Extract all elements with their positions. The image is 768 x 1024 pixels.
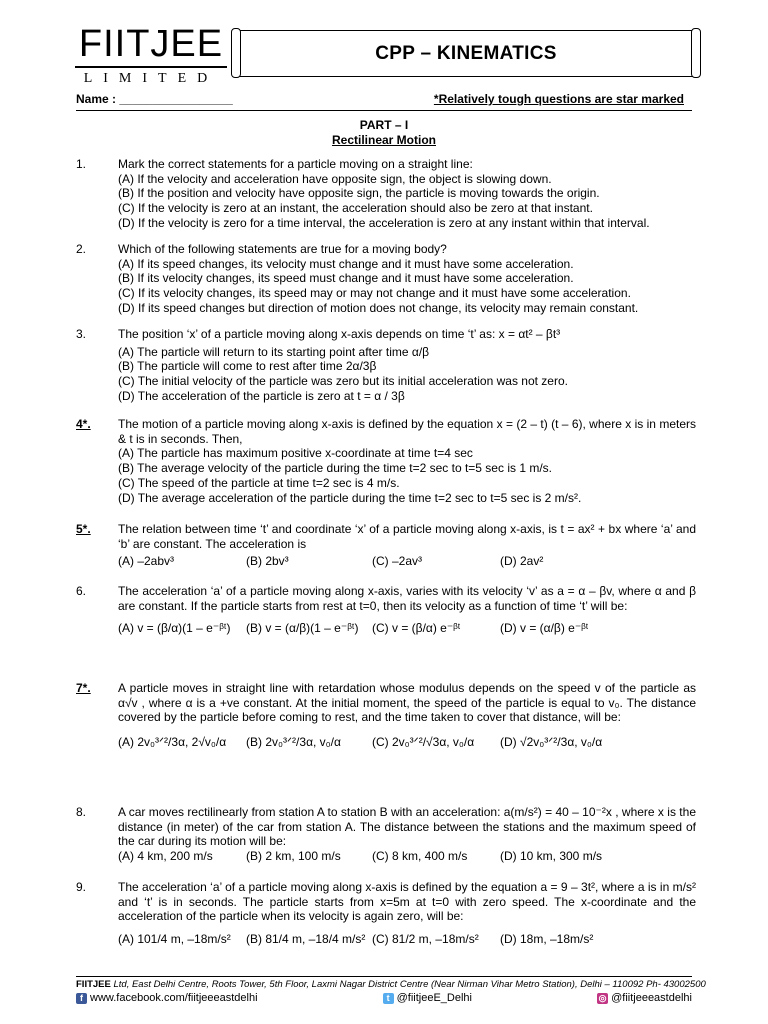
twitter-icon: t bbox=[383, 993, 394, 1004]
option-a: (A) –2abv³ bbox=[118, 554, 175, 569]
option-c: (C) 2v₀³ᐟ²/√3α, v₀/α bbox=[372, 735, 475, 750]
question-5 bbox=[76, 522, 696, 569]
footer-rule bbox=[76, 976, 692, 977]
question-text: The motion of a particle moving along x-axis is defined by the equation x = (2 – t) (t – 6), where x is in meters & t is in seconds. Then, bbox=[118, 417, 696, 446]
option-c: (C) The initial velocity of the particle was zero but its initial acceleration was not zero. bbox=[118, 374, 568, 389]
option-a: (A) 101/4 m, –18m/s² bbox=[118, 932, 231, 947]
option-c: (C) If the velocity is zero at an instant, the acceleration should also be zero at that instant. bbox=[118, 201, 593, 216]
question-6 bbox=[76, 584, 696, 636]
page-title: CPP – KINEMATICS bbox=[375, 42, 557, 64]
part-label: PART – I bbox=[359, 118, 409, 132]
option-b: (B) The particle will come to rest after time 2α/3β bbox=[118, 359, 377, 374]
option-b: (B) 81/4 m, –18/4 m/s² bbox=[246, 932, 366, 947]
page-footer bbox=[76, 976, 706, 1004]
instagram-icon: ◎ bbox=[598, 992, 607, 1003]
facebook-url: www.facebook.com/fiitjeeeastdelhi bbox=[90, 992, 258, 1004]
social-links bbox=[76, 992, 692, 1004]
option-b: (B) 2 km, 100 m/s bbox=[246, 849, 341, 864]
logo-rule bbox=[75, 66, 227, 68]
option-d: (D) √2v₀³ᐟ²/3α, v₀/α bbox=[500, 735, 603, 750]
option-d: (D) The acceleration of the particle is zero at t = α / 3β bbox=[118, 388, 405, 403]
question-number: 2. bbox=[76, 242, 87, 256]
option-c: (C) –2av³ bbox=[372, 554, 423, 569]
option-d: (D) If the velocity is zero for a time interval, the acceleration is zero at any instant within that interval. bbox=[118, 215, 650, 230]
options-row bbox=[118, 849, 696, 864]
twitter-handle: @fiitjeeE_Delhi bbox=[396, 992, 472, 1004]
question-7 bbox=[76, 681, 696, 750]
question-number: 4*. bbox=[76, 417, 91, 431]
facebook-link[interactable] bbox=[76, 992, 258, 1004]
twitter-link[interactable] bbox=[383, 992, 472, 1004]
option-c: (C) 8 km, 400 m/s bbox=[372, 849, 468, 864]
option-b: (B) v = (α/β)(1 – e⁻ᵝᵗ) bbox=[246, 621, 359, 636]
logo-subtitle: LIMITED bbox=[83, 71, 219, 86]
option-d: (D) 10 km, 300 m/s bbox=[500, 849, 603, 864]
question-number: 9. bbox=[76, 880, 87, 894]
banner-left-curl bbox=[231, 28, 241, 78]
question-4 bbox=[76, 417, 696, 505]
option-c: (C) v = (β/α) e⁻ᵝᵗ bbox=[372, 621, 461, 636]
option-d: (D) If its speed changes but direction of motion does not change, its velocity may remain constant. bbox=[118, 300, 639, 315]
question-text: Which of the following statements are true for a moving body? bbox=[118, 242, 447, 256]
option-b: (B) 2v₀³ᐟ²/3α, v₀/α bbox=[246, 735, 341, 750]
footer-address-line bbox=[76, 979, 706, 990]
options-row bbox=[118, 621, 696, 636]
title-banner bbox=[236, 30, 696, 77]
name-field: Name : _________________ bbox=[76, 92, 233, 106]
option-c: (C) The speed of the particle at time t=2 sec is 4 m/s. bbox=[118, 475, 400, 490]
question-number: 8. bbox=[76, 805, 87, 819]
question-number: 7*. bbox=[76, 681, 91, 695]
option-a: (A) If the velocity and acceleration have opposite sign, the object is slowing down. bbox=[118, 171, 552, 186]
question-number: 1. bbox=[76, 157, 87, 171]
option-c: (C) If its velocity changes, its speed may or may not change and it must have some acceleration. bbox=[118, 286, 631, 301]
part-heading bbox=[0, 118, 768, 148]
question-1 bbox=[76, 157, 696, 231]
option-a: (A) 4 km, 200 m/s bbox=[118, 849, 213, 864]
question-number: 5*. bbox=[76, 522, 91, 536]
logo-word: FIITJEE bbox=[78, 23, 224, 65]
question-text: The acceleration ‘a’ of a particle moving along x-axis, varies with its velocity ‘v’ as a = α – βv, where α and β are constant. If the particle starts from rest at t=0, then its velocity as a function of time ‘t’ will be: bbox=[118, 584, 696, 613]
option-b: (B) If the position and velocity have opposite sign, the particle is moving towards the origin. bbox=[118, 186, 600, 201]
facebook-icon: f bbox=[76, 993, 87, 1004]
option-c: (C) 81/2 m, –18m/s² bbox=[372, 932, 479, 947]
instagram-link[interactable] bbox=[597, 992, 692, 1004]
footer-address: Ltd, East Delhi Centre, Roots Tower, 5th Floor, Laxmi Nagar District Centre (Near Nirman Vihar Metro Station), Delhi – 110092 Ph- 43002500 bbox=[110, 979, 706, 990]
footer-brand: FIITJEE bbox=[76, 979, 111, 990]
option-a: (A) The particle will return to its starting point after time α/β bbox=[118, 344, 430, 359]
question-text: The position ‘x’ of a particle moving along x-axis depends on time ‘t’ as: x = αt² – βt³ bbox=[118, 327, 561, 341]
header-row bbox=[76, 92, 692, 110]
question-text: The relation between time ‘t’ and coordinate ‘x’ of a particle moving along x-axis, is t = ax² + bx where ‘a’ and ‘b’ are constant. The acceleration is bbox=[118, 522, 696, 551]
question-text: A car moves rectilinearly from station A to station B with an acceleration: a(m/s²) = 40 – 10⁻²x , where x is the distance (in meter) of the car from station A. The distance between the stations and the maximum speed of the car during its motion will be: bbox=[118, 805, 696, 849]
question-text: The acceleration ‘a’ of a particle moving along x-axis is defined by the equation a = 9 – 3t², where a is in m/s² and ‘t’ is in seconds. The particle starts from x=5m at t=0 with zero speed. The x-coordinate and the acceleration of the particle when its velocity is again zero, will be: bbox=[118, 880, 696, 924]
banner-right-curl bbox=[691, 28, 701, 78]
part-subtitle: Rectilinear Motion bbox=[331, 133, 436, 147]
option-d: (D) 2av² bbox=[500, 554, 544, 569]
instagram-handle: @fiitjeeeastdelhi bbox=[611, 992, 692, 1004]
question-number: 6. bbox=[76, 584, 87, 598]
question-number: 3. bbox=[76, 327, 87, 341]
options-row bbox=[118, 932, 696, 947]
option-d: (D) 18m, –18m/s² bbox=[500, 932, 594, 947]
option-d: (D) v = (α/β) e⁻ᵝᵗ bbox=[500, 621, 589, 636]
option-b: (B) 2bv³ bbox=[246, 554, 289, 569]
question-8 bbox=[76, 805, 696, 864]
question-2 bbox=[76, 242, 696, 316]
option-b: (B) The average velocity of the particle during the time t=2 sec to t=5 sec is 1 m/s. bbox=[118, 461, 552, 476]
fiitjee-logo bbox=[75, 24, 227, 87]
star-note: *Relatively tough questions are star marked bbox=[433, 92, 684, 106]
option-a: (A) If its speed changes, its velocity must change and it must have some acceleration. bbox=[118, 256, 574, 271]
options-row bbox=[118, 554, 696, 569]
question-3 bbox=[76, 327, 696, 404]
question-text: Mark the correct statements for a particle moving on a straight line: bbox=[118, 157, 473, 171]
options-row bbox=[118, 735, 696, 750]
option-a: (A) 2v₀³ᐟ²/3α, 2√v₀/α bbox=[118, 735, 227, 750]
header-rule bbox=[76, 110, 692, 111]
question-text: A particle moves in straight line with retardation whose modulus depends on the speed v of the particle as α√v , where α is a +ve constant. At the initial moment, the speed of the particle is equal to v₀. The distance covered by the particle before coming to rest, and the time taken to cover that distance, will be: bbox=[118, 681, 696, 725]
option-a: (A) The particle has maximum positive x-coordinate at time t=4 sec bbox=[118, 446, 473, 461]
option-a: (A) v = (β/α)(1 – e⁻ᵝᵗ) bbox=[118, 621, 231, 636]
option-b: (B) If its velocity changes, its speed must change and it must have some acceleration. bbox=[118, 271, 574, 286]
question-9 bbox=[76, 880, 696, 947]
option-d: (D) The average acceleration of the particle during the time t=2 sec to t=5 sec is 2 m/s². bbox=[118, 490, 582, 505]
